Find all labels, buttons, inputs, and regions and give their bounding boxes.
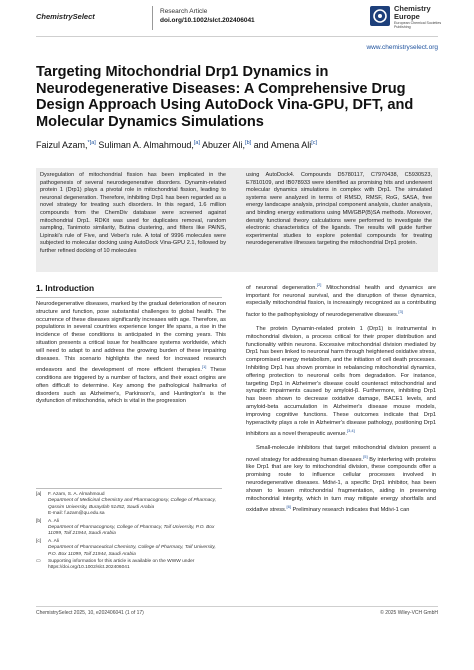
author-1-affiliation[interactable]: *[a] <box>87 140 96 146</box>
footer-citation: ChemistrySelect 2025, 10, e202406041 (1 of 17) <box>36 610 144 616</box>
affiliation-item: [c] A. Ali Department of Pharmaceutical Chemistry, College of Pharmacy, Taif University, P.O. Box 11099, Taif 21944, Saudi Arabia <box>36 538 216 557</box>
email-link[interactable]: E-mail: f.azam@qu.edu.sa <box>48 511 105 517</box>
supporting-info-link[interactable]: https://doi.org/10.1002/slct.202406041 <box>48 565 130 571</box>
author-1: Faizul Azam, <box>36 140 88 150</box>
abstract-box <box>36 168 438 272</box>
intro-right-column <box>246 281 436 521</box>
affiliations <box>36 492 226 573</box>
citation-ref[interactable]: [1] <box>201 364 207 370</box>
supporting-info-note: ▭ Supporting information for this article is available on the WWW under https://doi.org/10.1002/slct.202406041 <box>36 559 226 572</box>
doi-link[interactable]: doi.org/10.1002/slct.202406041 <box>160 17 255 24</box>
section-heading: 1. Introduction <box>36 283 95 293</box>
affiliation-item: [a] F. Azam, S. A. Almahmoud Department of Medicinal Chemistry and Pharmacognosy, College of Pharmacy, Qassim University, Buraydah 51452, Saudi Arabia E-mail: f.azam@qu.edu.sa <box>36 492 226 518</box>
publisher-logo <box>370 5 446 35</box>
affiliation-item: [b] A. Ali Department of Pharmacognosy, College of Pharmacy, Taif University, P.O. Box 11099, Taif 21944, Saudi Arabia <box>36 518 215 537</box>
publisher-name: Chemistry Europe <box>394 4 431 21</box>
intro-left-column <box>36 301 226 412</box>
author-2: Suliman A. Almahmoud, <box>98 140 194 150</box>
section-rule <box>36 297 222 298</box>
author-3-affiliation[interactable]: [b] <box>245 140 252 146</box>
publisher-subtitle: European Chemical Societies Publishing <box>394 21 442 30</box>
author-list: Faizul Azam,$^{*[a]}$ Suliman A. Almahmoud,[a] Abuzer Ali,[b] and Amena Ali[c] <box>36 140 318 150</box>
chemistry-europe-logo-icon <box>370 6 390 26</box>
paragraph: The protein Dynamin-related protein 1 (Drp1) is instrumental in mitochondrial division, a process critical for their proper distribution and functionality within neurons. Excessive mitochondrial division mediated by Drp1 has been linked to neuronal harm through heightened oxidative stress, compromised energy metabolism, and the initiation of cell death processes. Inhibiting Drp1 has shown promise in rebalancing mitochondrial dynamics, offering protection to neuronal cells from degradation. For instance, targeting Drp1 in Alzheimer's disease could counteract mitochondrial and synaptic impairments caused by amyloid-β. Furthermore, inhibiting Drp1 has been shown to decrease oxidative damage, BACE1 levels, and amyloid-beta accumulation in Alzheimer's disease mouse models, improving cognitive functions. These outcomes indicate that Drp1 hyperactivity plays a role in Alzheimer's disease pathology, positioning Drp1 inhibitors as a novel therapeutic avenue.[3,4] <box>246 325 436 438</box>
citation-ref[interactable]: [6] <box>286 504 291 510</box>
journal-name: ChemistrySelect <box>36 12 95 21</box>
header-rule <box>36 36 438 37</box>
abstract-left-column: Dysregulation of mitochondrial fission has been implicated in the pathogenesis of several neurodegenerative disorders. Dynamin-related protein 1 (Drp1) plays a pivotal role in mitochondrial fission, leading to neuronal degeneration. Therefore, inhibiting Drp1 has been regarded as a novel strategy for treating such disorders. In this regard, 1.6 million compounds from the ChemDiv database were screened against mitochondrial Drp1. RDKit was used for duplicates removal, random sampling, Tanimoto similarity, Butina clustering, and filters like PAINS, Lipinski's rule of Five, and Veber's rule. A total of 9996 molecules were subjected to molecular docking using AutoDock Vina-GPU 2.1, followed by further refined docking of 10 molecules <box>40 172 226 254</box>
citation-ref[interactable]: [5] <box>363 453 368 459</box>
supporting-info-icon: ▭ <box>36 559 41 565</box>
abstract-right-column: using AutoDock4. Compounds D5780117, C7970438, C5930523, E7810109, and IB078933 were identified as promising hits and underwent molecular dynamics simulations in complex with Drp1. The simulated systems were analyzed in terms of RMSD, RMSF, RoG, SASA, free energy landscape analysis, principal component analysis, cluster analysis, and binding energy estimations using MM/GBP(B)SA methods. Moreover, density functional theory calculations were performed to investigate the electronic characteristics of the ligands. The results will guide further experimental studies to explore potential compounds for treating neurodegenerative illnesses targeting the mitochondrial Drp1 protein. <box>246 172 432 247</box>
header-divider <box>152 6 153 30</box>
citation-ref[interactable]: [3] <box>398 309 403 315</box>
footer-rule <box>36 606 438 607</box>
author-2-affiliation[interactable]: [a] <box>193 140 200 146</box>
author-3: Abuzer Ali, <box>202 140 246 150</box>
article-title: Targeting Mitochondrial Drp1 Dynamics in Neurodegenerative Diseases: A Comprehensive Drug Design Approach Using AutoDock Vina-GPU, DFT, and Molecular Dynamics Simulations <box>36 64 414 130</box>
article-type: Research Article <box>160 8 208 15</box>
affiliation-rule <box>36 488 222 489</box>
author-4: Amena Ali <box>270 140 312 150</box>
journal-website-link[interactable]: www.chemistryselect.org <box>366 44 438 51</box>
paragraph: of neuronal degeneration.[2] Mitochondrial health and dynamics are important for neuronal survival, and the disruption of these dynamics, especially mitochondrial fission, is increasingly recognized as a contributing factor to the pathophysiology of neurodegenerative diseases.[3] <box>246 282 437 319</box>
author-4-affiliation[interactable]: [c] <box>311 140 318 146</box>
citation-ref[interactable]: [3,4] <box>346 428 355 434</box>
paragraph: Small-molecule inhibitors that target mitochondrial division present a novel strategy for addressing human diseases.[5] By interfering with proteins like Drp1 that are key to mitochondrial division, these compounds offer a promising route to influence cellular processes involved in neurodegenerative diseases. Mdivi-1, a specific Drp1 inhibitor, has been shown to lessen mitochondrial fragmentation, aiding in preserving mitochondrial integrity, which in turn may mitigate energy shortfalls and oxidative stress.[6] Preliminary research indicates that Mdivi-1 can <box>246 444 436 514</box>
footer-copyright: © 2025 Wiley-VCH GmbH <box>380 610 438 616</box>
citation-ref[interactable]: [2] <box>316 282 322 287</box>
paragraph: Neurodegenerative diseases, marked by the gradual deterioration of neuron structure and function, pose substantial challenges to global health. The occurrence of these diseases significantly increases with age. Therefore, as populations in several countries experience longer life spans, a rise in the incidence of these conditions is anticipated in the coming years. This situation presents a critical issue for healthcare systems worldwide, which will need to adapt to and address the growing burden of these impairing diseases. This scenario highlights the need for increased research endeavors and the development of more efficient therapies.[1] These conditions are triggered by a number of factors, and their exact origins are often difficult to determine. Key among the pathological hallmarks of disorders such as Alzheimer's, Parkinson's, and Huntington's is the dysfunction of mitochondria, which is vital in the progression <box>36 301 226 405</box>
